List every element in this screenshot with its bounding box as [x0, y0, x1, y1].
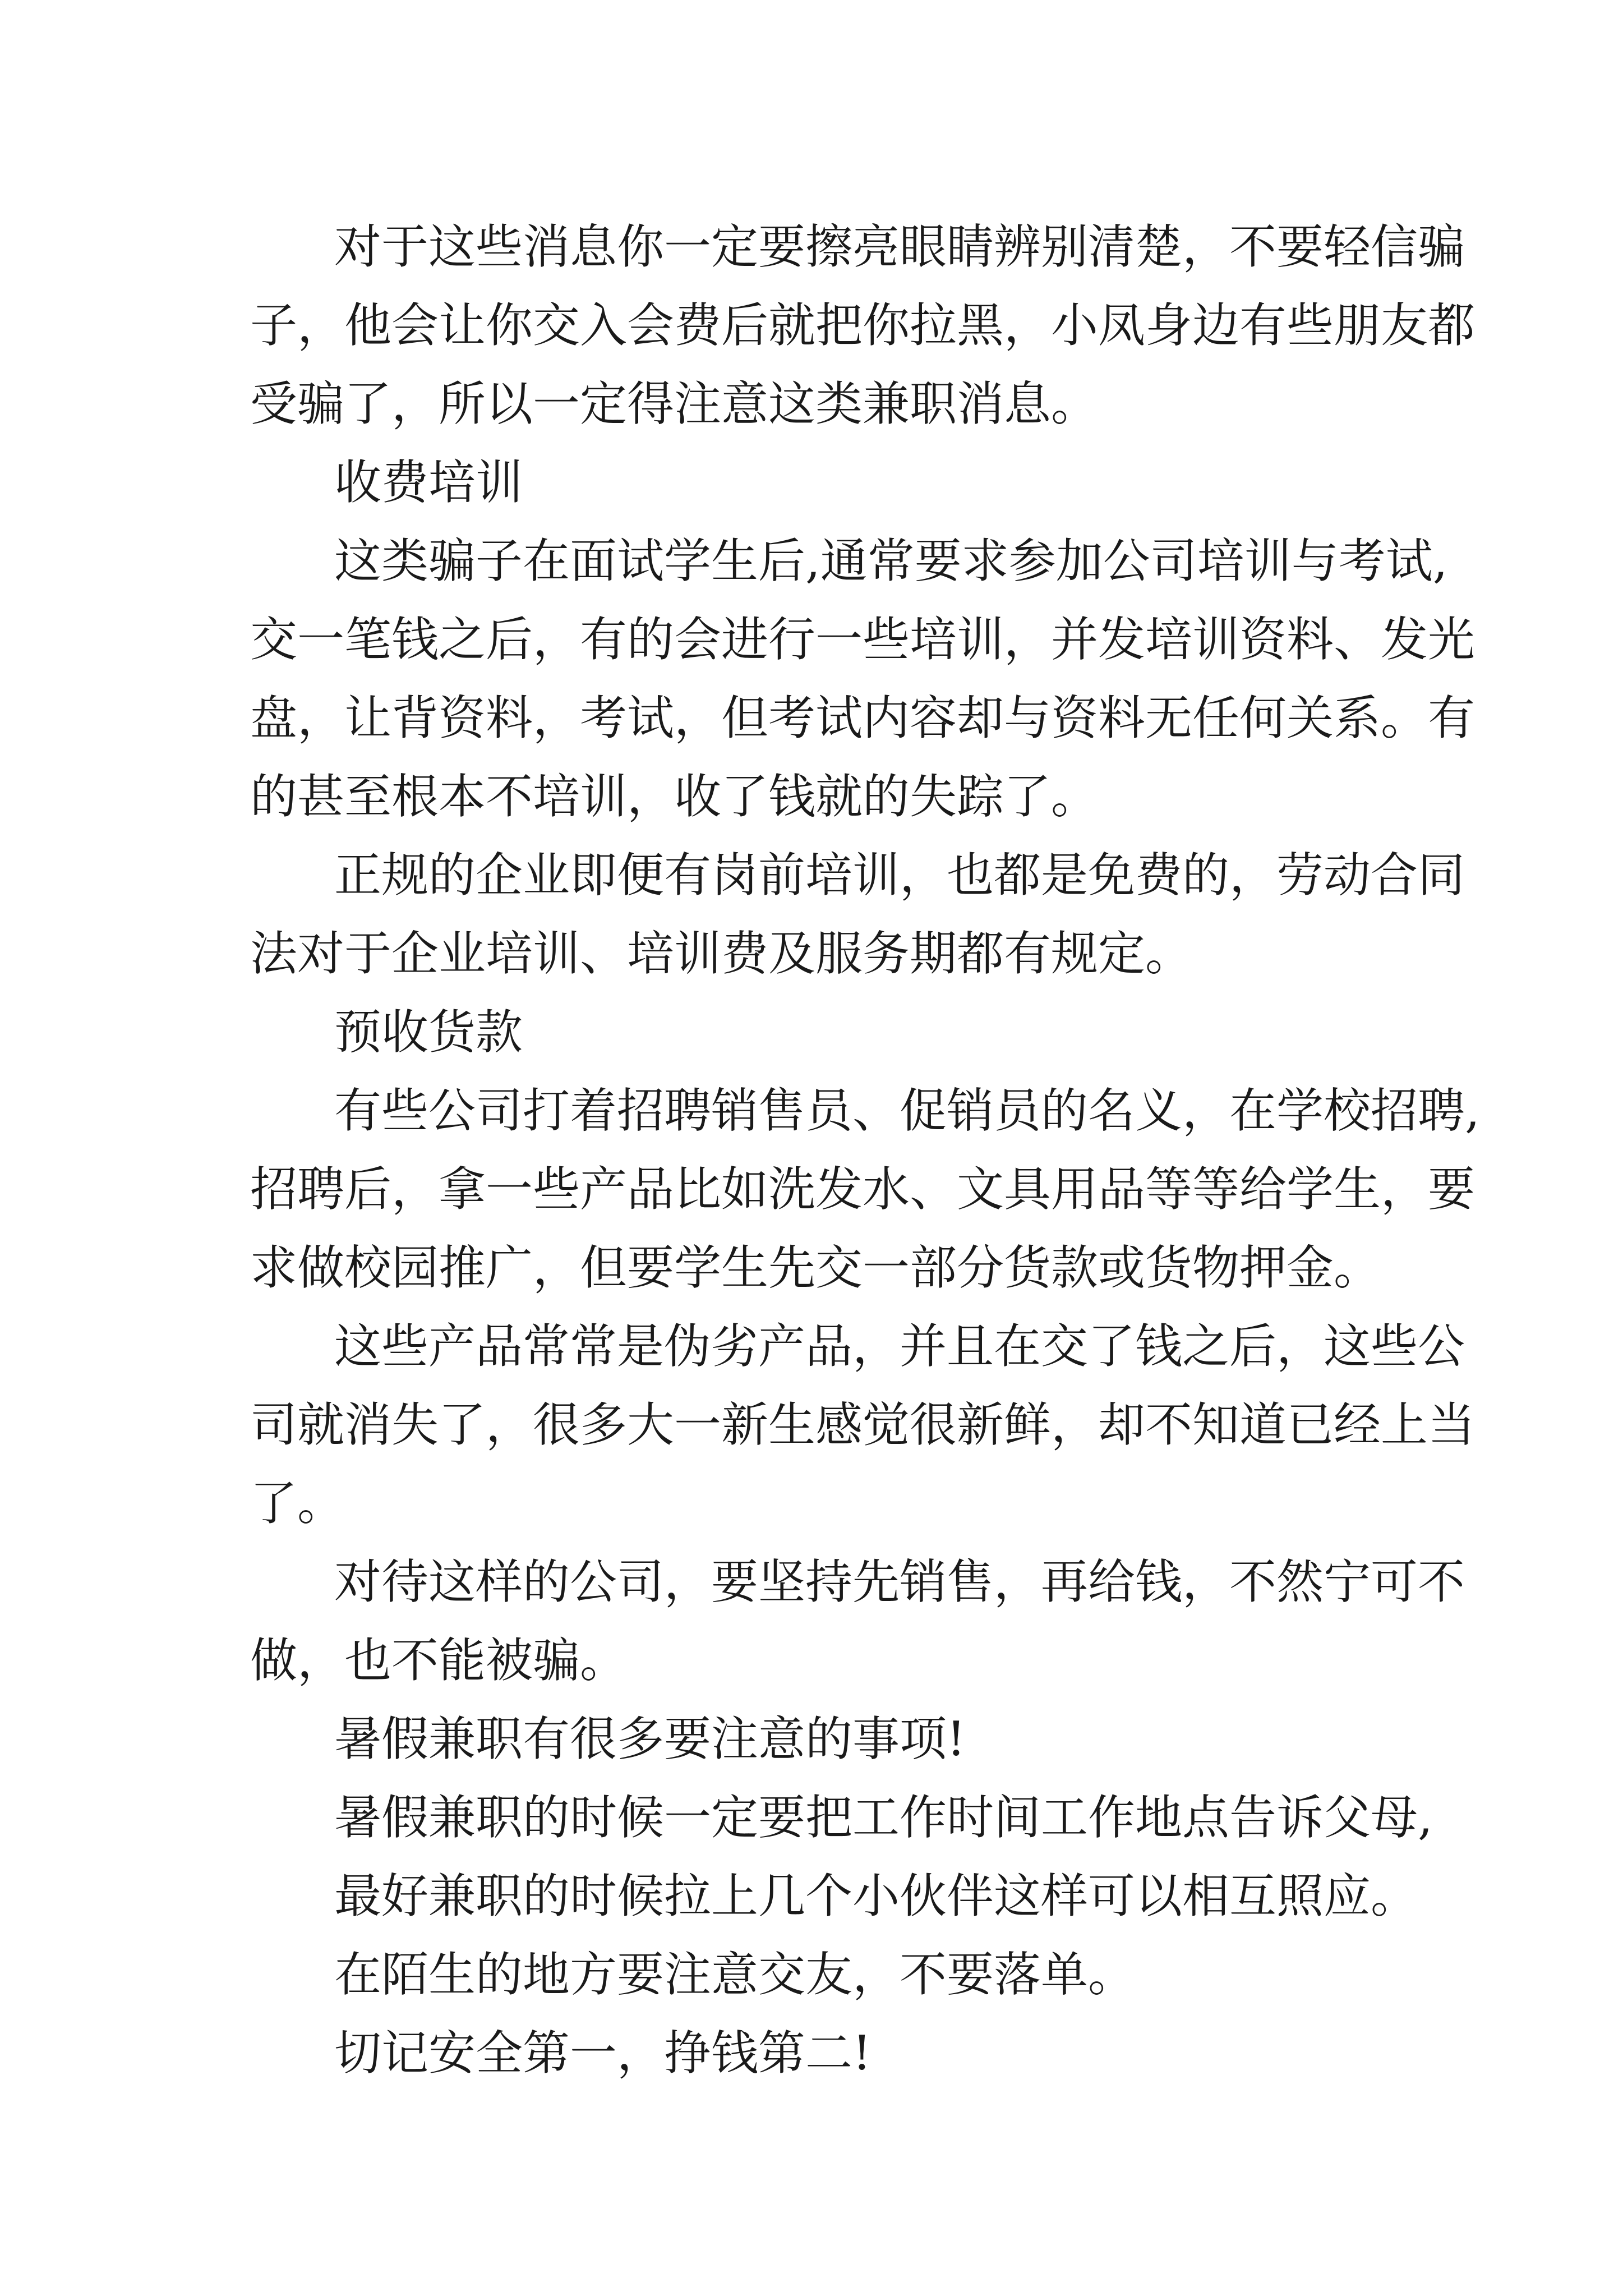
text-line: 受骗了，所以一定得注意这类兼职消息。: [250, 376, 1099, 431]
text-line: 对待这样的公司，要坚持先销售，再给钱，不然宁可不: [334, 1554, 1465, 1609]
text-line: 法对于企业培训、培训费及服务期都有规定。: [250, 926, 1193, 981]
text-line: 暑假兼职有很多要注意的事项!: [334, 1711, 966, 1766]
text-line: 暑假兼职的时候一定要把工作时间工作地点告诉父母,: [334, 1790, 1433, 1845]
paragraph: [250, 836, 1465, 993]
paragraph: [250, 522, 1476, 836]
text-line: 盘，让背资料，考试，但考试内容却与资料无任何关系。有: [250, 691, 1476, 746]
text-line: 切记安全第一，挣钱第二!: [334, 2026, 872, 2081]
paragraph: [250, 2014, 1383, 2092]
text-line: 在陌生的地方要注意交友，不要落单。: [334, 1947, 1136, 2002]
document-body: [250, 208, 1480, 2092]
paragraph: [250, 1071, 1480, 1307]
text-line: 对于这些消息你一定要擦亮眼睛辨别清楚，不要轻信骗: [334, 219, 1465, 274]
paragraph: [250, 1700, 1383, 1778]
paragraph: [250, 208, 1476, 443]
text-line: 这些产品常常是伪劣产品，并且在交了钱之后，这些公: [334, 1319, 1465, 1374]
paragraph: [250, 443, 1383, 522]
paragraph: [250, 1935, 1383, 2014]
text-line: 子，他会让你交入会费后就把你拉黑，小凤身边有些朋友都: [250, 298, 1476, 353]
paragraph: [250, 1543, 1465, 1700]
text-line: 招聘后，拿一些产品比如洗发水、文具用品等等给学生，要: [250, 1162, 1476, 1217]
text-line: 最好兼职的时候拉上几个小伙伴这样可以相互照应。: [334, 1869, 1418, 1924]
text-line: 做，也不能被骗。: [250, 1633, 628, 1688]
text-line: 收费培训: [334, 455, 523, 510]
text-line: 交一笔钱之后，有的会进行一些培训，并发培训资料、发光: [250, 612, 1476, 667]
text-line: 求做校园推广，但要学生先交一部分货款或货物押金。: [250, 1240, 1381, 1295]
text-line: 有些公司打着招聘销售员、促销员的名义，在学校招聘,: [334, 1083, 1480, 1138]
paragraph: [250, 1857, 1418, 1935]
text-line: 预收货款: [334, 1005, 523, 1060]
paragraph: [250, 993, 1383, 1071]
text-line: 正规的企业即便有岗前培训，也都是免费的，劳动合同: [334, 848, 1465, 903]
paragraph: [250, 1778, 1433, 1857]
text-line: 司就消失了，很多大一新生感觉很新鲜，却不知道已经上当: [250, 1397, 1476, 1452]
text-line: 这类骗子在面试学生后,通常要求参加公司培训与考试,: [334, 533, 1448, 588]
paragraph: [250, 1307, 1476, 1543]
text-line: 的甚至根本不培训，收了钱就的失踪了。: [250, 769, 1099, 824]
text-line: 了。: [250, 1476, 345, 1531]
